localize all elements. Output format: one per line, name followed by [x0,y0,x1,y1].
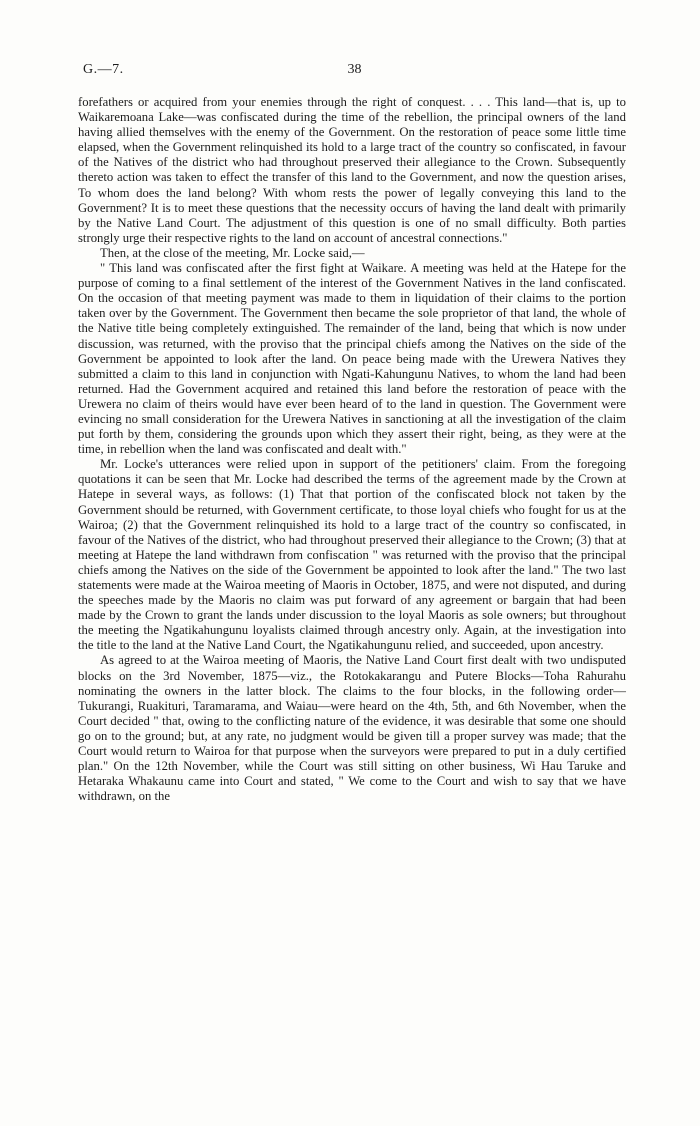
body-text [78,95,626,804]
page-header [83,62,626,82]
page-number: 38 [347,62,362,77]
paragraph-locke-intro: Then, at the close of the meeting, Mr. Locke said,— [100,245,365,260]
paragraph-wairoa-meeting: As agreed to at the Wairoa meeting of Maoris, the Native Land Court first dealt with two undisputed blocks on the 3rd November, 1875—viz., the Rotokakarangu and Putere Blocks—Toha Rahurahu nominating the owners in the latter block. The claims to the four blocks, in the following order—Tukurangi, Ruakituri, Taramarama, and Waiau—were heard on the 4th, 5th, and 6th November, when the Court decided " that, owing to the conflicting nature of the evidence, it was desirable that some one should go on to the ground; but, at any rate, no judgment would be given till a proper survey was made; that the Court would return to Wairoa for that purpose when the surveyors were prepared to put in a duly certified plan." On the 12th November, while the Court was still sitting on other business, Wi Hau Taruke and Hetaraka Whakaunu came into Court and stated, " We come to the Court and wish to say that we have withdrawn, on the [78,653,626,804]
paragraph-continued-quote: forefathers or acquired from your enemies through the right of conquest. . . . This land—that is, up to Waikaremoana Lake—was confiscated during the time of the rebellion, the principal owners of the land having allied themselves with the enemy of the Government. On the restoration of peace some little time elapsed, when the Government relinquished its hold to a large tract of the country so confiscated, in favour of the Natives of the district who had throughout preserved their allegiance to the Crown. Subsequently thereto action was taken to effect the transfer of this land to the Government, and now the question arises, To whom does the land belong? With whom rests the power of legally conveying this land to the Government? It is to meet these questions that the necessity occurs of having the land dealt with primarily by the Native Land Court. The adjustment of this question is one of no small difficulty. Both parties strongly urge their respective rights to the land on account of ancestral connections." [78,95,626,245]
document-reference: G.—7. [83,62,124,77]
paragraph-locke-quote: " This land was confiscated after the first fight at Waikare. A meeting was held at the Hatepe for the purpose of coming to a final settlement of the interest of the Government Natives in the land confiscated. On the occasion of that meeting payment was made to them in liquidation of their claims to the portion taken over by the Government. The Government then became the sole proprietor of that land, the whole of the Native title being completely extinguished. The remainder of the land, being that which is now under discussion, was returned, with the proviso that the principal chiefs among the Natives on the side of the Government be appointed to look after the land. On peace being made with the Urewera Natives they submitted a claim to this land in conjunction with Ngati-Kahungunu Natives, to whom the land had been returned. Had the Government acquired and retained this land before the restoration of peace with the Urewera no claim of theirs would have ever been heard of to the land in question. The Government were evincing no small consideration for the Urewera Natives in sanctioning at all the investigation of the claim put forth by them, considering the grounds upon which they assert their right, being, as they were at the time, in rebellion when the land was confiscated and dealt with." [78,261,626,457]
paragraph-petitioners-claim: Mr. Locke's utterances were relied upon in support of the petitioners' claim. From the foregoing quotations it can be seen that Mr. Locke had described the terms of the agreement made by the Crown at Hatepe in several ways, as follows: (1) That that portion of the confiscated block not taken by the Government should be returned, with Government certificate, to those loyal chiefs who fought for us at the Wairoa; (2) that the Government relinquished its hold to a large tract of the country so confiscated, in favour of the Natives of the district, who had throughout preserved their allegiance to the Crown; (3) that at meeting at Hatepe the land withdrawn from confiscation " was returned with the proviso that the principal chiefs among the Natives on the side of the Government be appointed to look after the land." The two last statements were made at the Wairoa meeting of Maoris in October, 1875, and were not disputed, and during the speeches made by the Maoris no claim was put forward of any agreement or bargain that had been made by the Crown to grant the lands under discussion to the loyal Maoris as sole owners; but throughout the meeting the Ngatikahungunu loyalists claimed through ancestry only. Again, at the investigation into the title to the land at the Native Land Court, the Ngatikahungunu relied, and succeeded, upon ancestry. [78,457,626,653]
